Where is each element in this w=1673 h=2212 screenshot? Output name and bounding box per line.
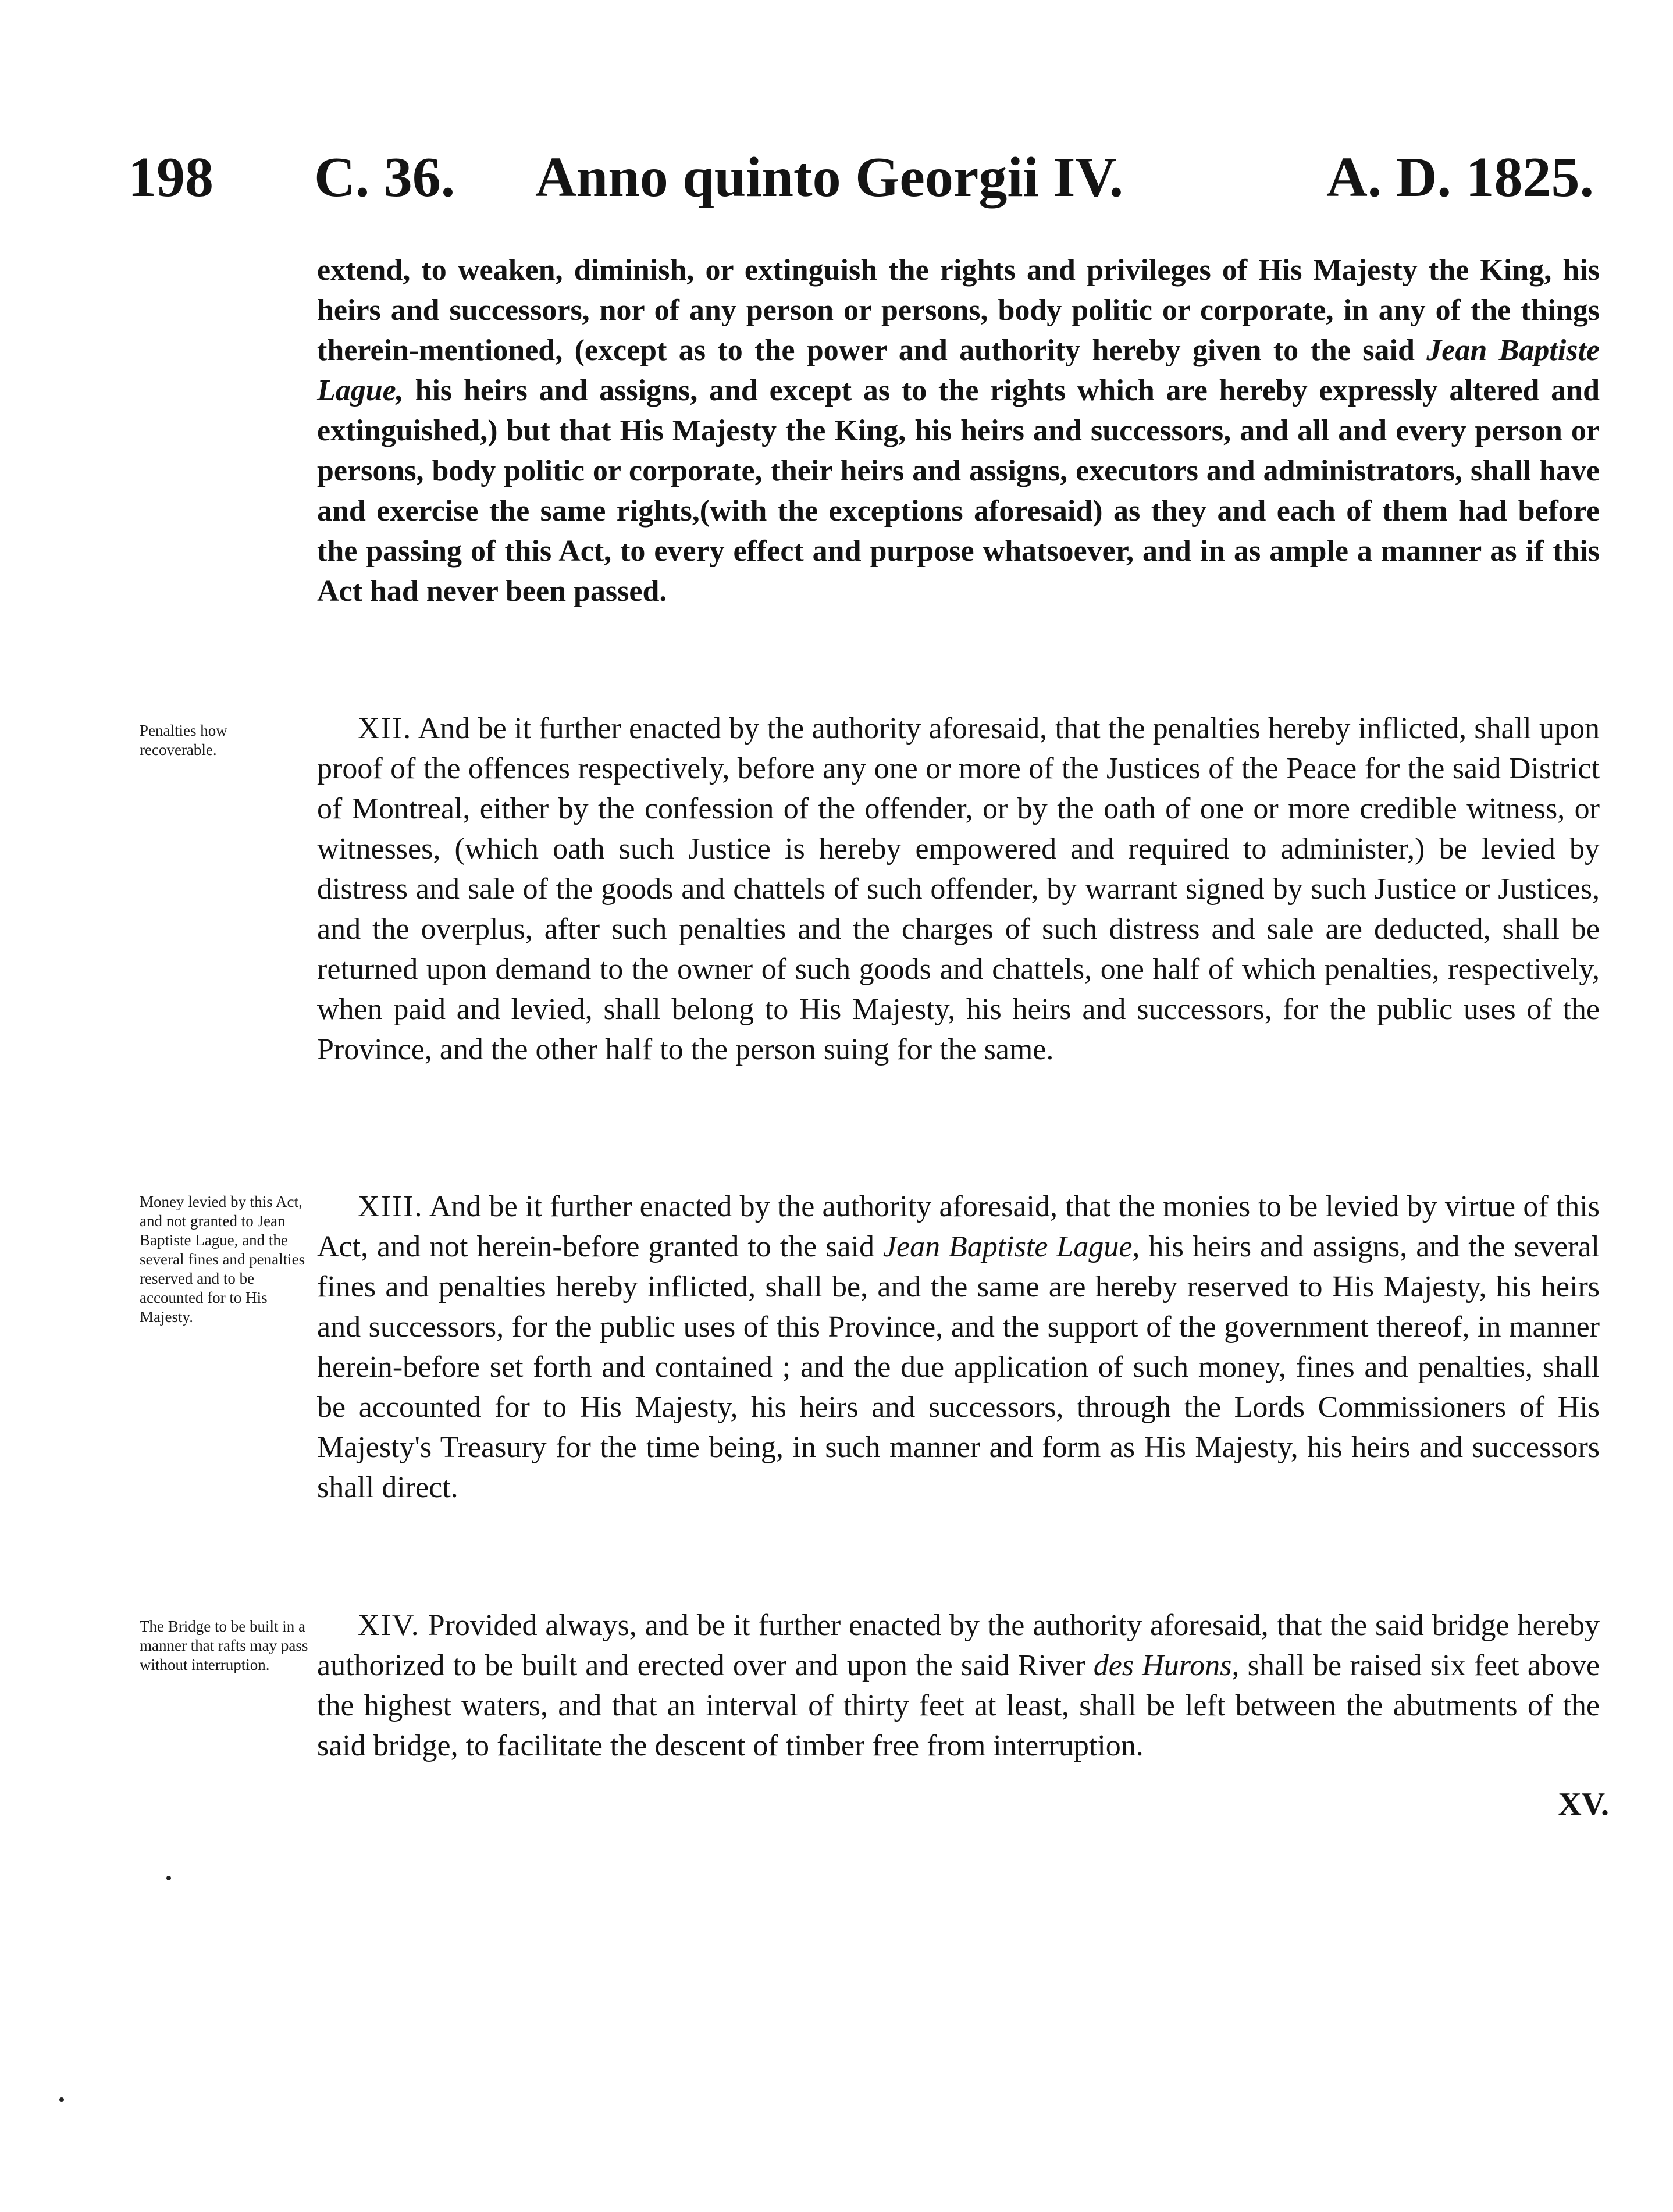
paragraph-1-name: Jean Baptiste Lague, <box>317 334 1600 407</box>
section-14-text-before: Provided always, and be it further enacted by the authority aforesaid, that the said bridge hereby authorized to be built and erected over and upon the said River <box>317 1609 1600 1682</box>
paragraph-continuation <box>317 250 1600 611</box>
section-14-number: XIV. <box>358 1609 420 1642</box>
page-number: 198 <box>128 146 213 209</box>
chapter-number: C. 36. <box>314 146 455 209</box>
section-13-name: Jean Baptiste Lague, <box>882 1230 1140 1263</box>
print-speck <box>59 2097 64 2102</box>
section-12-number: XII. <box>358 712 412 745</box>
section-13-number: XIII. <box>358 1190 423 1223</box>
paragraph-1-after-name: his heirs and assigns, and except as to the rights which are hereby expressly altered and extinguished,) but that His Majesty the King, his heirs and successors, and all and every person or persons, body politic or corporate, their heirs and assigns, executors and administrators, shall have and exercise the same rights,(with the exceptions aforesaid) as they and each of them had before the passing of this Act, to every effect and purpose whatsoever, and in as ample a manner as if this Act had never been passed. <box>317 374 1600 608</box>
section-14 <box>317 1605 1600 1766</box>
section-14-river-name: des Hurons, <box>1093 1649 1240 1682</box>
paragraph-1 <box>317 250 1600 611</box>
print-speck <box>166 1876 171 1880</box>
act-date: A. D. 1825. <box>1326 146 1594 209</box>
section-12 <box>317 708 1600 1070</box>
margin-note-section-12: Penalties how recoverable. <box>140 722 227 758</box>
section-13 <box>317 1187 1600 1508</box>
margin-note-section-13: Money levied by this Act, and not granted to Jean Baptiste Lague, and the several fines and penalties reserved and to be accounted for to His Majesty. <box>140 1193 305 1326</box>
paragraph-1-before-name: extend, to weaken, diminish, or extinguish the rights and privileges of His Majesty the King, his heirs and successors, nor of any person or persons, body politic or corporate, in any of the things therein-mentioned, (except as to the power and authority hereby given to the said <box>317 254 1600 367</box>
section-14-text-after: shall be raised six feet above the highest waters, and that an interval of thirty feet at least, shall be left between the abutments of the said bridge, to facilitate the descent of timber free from interruption. <box>317 1649 1600 1762</box>
section-13-text-after: his heirs and assigns, and the several fines and penalties hereby inflicted, shall be, and the same are hereby reserved to His Majesty, his heirs and successors, for the public uses of this Province, and the support of the government thereof, in manner herein-before set forth and contained ; and the due application of such money, fines and penalties, shall be accounted for to His Majesty, his heirs and successors, through the Lords Commissioners of His Majesty's Treasury for the time being, in such manner and form as His Majesty, his heirs and successors shall direct. <box>317 1230 1600 1504</box>
section-13-text-before: And be it further enacted by the authority aforesaid, that the monies to be levied by virtue of this Act, and not herein-before granted to the said <box>317 1190 1600 1263</box>
act-title: Anno quinto Georgii IV. <box>535 146 1124 209</box>
page-header <box>128 134 1594 221</box>
section-12-text: And be it further enacted by the authority aforesaid, that the penalties hereby inflicted, shall upon proof of the offences respectively, before any one or more of the Justices of the Peace for the said District of Montreal, either by the confession of the offender, or by the oath of one or more credible witness, or witnesses, (which oath such Justice is hereby empowered and required to administer,) be levied by distress and sale of the goods and chattels of such offender, by warrant signed by such Justice or Justices, and the overplus, after such penalties and the charges of such distress and sale are deducted, shall be returned upon demand to the owner of such goods and chattels, one half of which penalties, respectively, when paid and levied, shall belong to His Majesty, his heirs and successors, for the public uses of the Province, and the other half to the person suing for the same. <box>317 712 1600 1066</box>
catchword: XV. <box>1558 1786 1609 1822</box>
margin-note-section-14: The Bridge to be built in a manner that rafts may pass without interruption. <box>140 1618 308 1673</box>
